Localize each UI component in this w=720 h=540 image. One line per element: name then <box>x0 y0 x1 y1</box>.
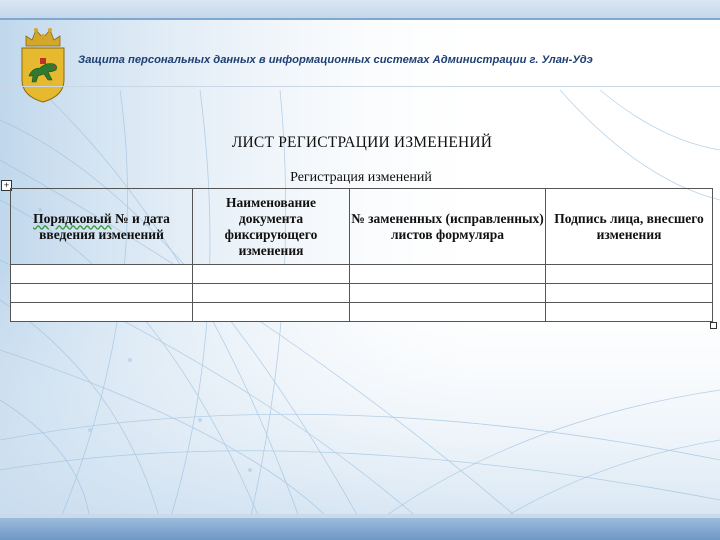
table-caption-text: Регистрация изменений <box>290 170 432 185</box>
document-title-text: ЛИСТ РЕГИСТРАЦИИ ИЗМЕНЕНИЙ <box>231 134 493 151</box>
table-caption <box>0 170 720 186</box>
header-cell-signature-text: Подпись лица, внесшего изменения <box>554 210 704 242</box>
bottom-bar <box>0 518 720 540</box>
table-cell[interactable] <box>350 284 546 303</box>
document-title <box>0 134 720 152</box>
table-header-row <box>11 189 713 265</box>
header-cell-serial-date-text-a: Порядковый <box>33 210 112 226</box>
header-cell-document-name-text: Наименование документа фиксирующего изменения <box>224 194 318 258</box>
header-cell-document-name[interactable] <box>193 189 350 265</box>
table-cell[interactable] <box>11 303 193 322</box>
city-coat-of-arms-icon <box>18 22 68 104</box>
header-divider <box>0 86 720 87</box>
header-cell-replaced-sheets-text: № замененных (исправленных) листов формуляра <box>351 210 544 242</box>
header-cell-serial-date-text-b: № и дата введения изменений <box>39 210 170 242</box>
top-bar <box>0 0 720 18</box>
table-row <box>11 284 713 303</box>
table-cell[interactable] <box>546 265 713 284</box>
header-title: Защита персональных данных в информационных системах Администрации г. Улан-Удэ <box>78 54 593 66</box>
header-cell-replaced-sheets[interactable] <box>350 189 546 265</box>
table-row <box>11 265 713 284</box>
table-cell[interactable] <box>193 265 350 284</box>
table-cell[interactable] <box>546 303 713 322</box>
table-cell[interactable] <box>546 284 713 303</box>
header-cell-signature[interactable] <box>546 189 713 265</box>
table-cell[interactable] <box>11 265 193 284</box>
changes-registration-table <box>10 188 713 322</box>
header-cell-serial-date[interactable] <box>11 189 193 265</box>
table-cell[interactable] <box>193 284 350 303</box>
table-move-handle-icon[interactable]: + <box>1 180 12 191</box>
table-resize-handle[interactable] <box>710 322 717 329</box>
table-cell[interactable] <box>193 303 350 322</box>
top-stripe <box>0 18 720 20</box>
table-cell[interactable] <box>350 303 546 322</box>
table-cell[interactable] <box>350 265 546 284</box>
table-cell[interactable] <box>11 284 193 303</box>
table-row <box>11 303 713 322</box>
